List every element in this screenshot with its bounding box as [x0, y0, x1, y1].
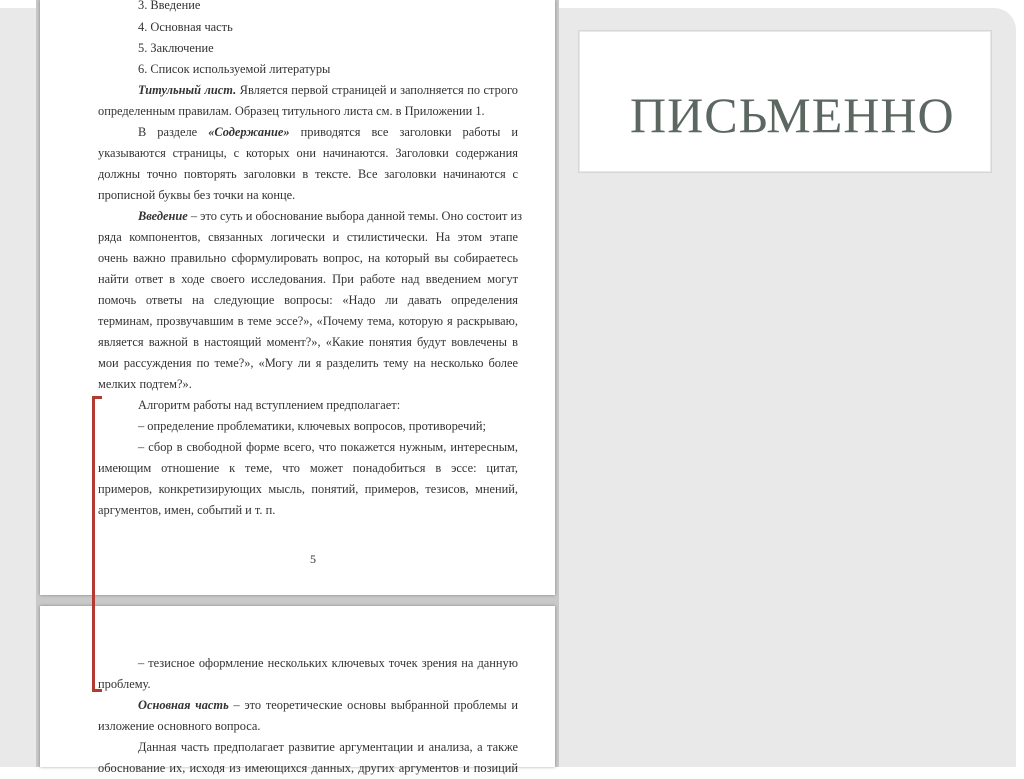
list-item: – сбор в свободной форме всего, что покажется нужным, интересным,	[138, 440, 518, 454]
slide-title: ПИСЬМЕННО	[630, 87, 955, 143]
list-item: – определение проблематики, ключевых вопросов, противоречий;	[138, 419, 486, 433]
page-number: 5	[310, 552, 316, 566]
text-line: имеющим отношение к теме, что может понадобиться в эссе: цитат,	[98, 461, 518, 475]
text-line: должны точно повторять заголовки в тексте. Все заголовки начинаются с	[98, 167, 518, 181]
text-line: проблему.	[98, 677, 151, 691]
text-line: прописной буквы без точки на конце.	[98, 188, 296, 202]
red-bracket-annotation	[92, 396, 102, 692]
paragraph-title-page: Титульный лист. Является первой страницей и заполняется по строго	[138, 83, 518, 97]
text-line: определенным правилам. Образец титульного листа см. в Приложении 1.	[98, 104, 485, 118]
text-line: является важной в настоящий момент?», «Какие понятия будут вовлечены в	[98, 335, 518, 349]
text-line: примеров, конкретизирующих мысль, понятий, примеров, тезисов, мнений,	[98, 482, 518, 496]
toc-item-intro: 3. Введение	[138, 0, 201, 12]
list-item: – тезисное оформление нескольких ключевых точек зрения на данную	[138, 656, 518, 670]
paragraph-introduction: Введение – это суть и обоснование выбора данной темы. Оно состоит из	[138, 209, 523, 223]
text-line: Данная часть предполагает развитие аргументации и анализа, а также	[138, 740, 518, 754]
text-line: изложение основного вопроса.	[98, 719, 261, 733]
text-line: очень важно правильно сформулировать вопрос, на который вы собираетесь	[98, 251, 518, 265]
term-introduction: Введение	[138, 209, 188, 223]
text-line: найти ответ в ходе своего исследования. При работе над введением могут	[98, 272, 518, 286]
text-line: помочь ответы на следующие вопросы: «Надо ли давать определения	[98, 293, 518, 307]
text-line: указываются страницы, с которых они начинаются. Заголовки содержания	[98, 146, 518, 160]
toc-item-literature: 6. Список используемой литературы	[138, 62, 331, 76]
text-line: терминам, прозвучавшим в теме эссе?», «Почему тема, которую я раскрываю,	[98, 314, 518, 328]
text-line: обоснование их, исходя из имеющихся данных, других аргументов и позиций	[98, 761, 518, 775]
text-line: аргументов, имен, событий и т. п.	[98, 503, 276, 517]
text-line: ряда компонентов, связанных логически и стилистически. На этом этапе	[98, 230, 518, 244]
toc-item-conclusion: 5. Заключение	[138, 41, 214, 55]
paragraph-main-part: Основная часть – это теоретические основы выбранной проблемы и	[138, 698, 518, 712]
text-line: мелких подтем?».	[98, 377, 192, 391]
paragraph-contents: В разделе «Содержание» приводятся все заголовки работы и	[138, 125, 518, 139]
algorithm-lead: Алгоритм работы над вступлением предполагает:	[138, 398, 401, 412]
term-title-page: Титульный лист.	[138, 83, 237, 97]
term-contents: «Содержание»	[208, 125, 290, 139]
toc-item-main: 4. Основная часть	[138, 20, 233, 34]
text-line: мои рассуждения по теме?», «Могу ли я разделить тему на несколько более	[98, 356, 518, 370]
term-main-part: Основная часть	[138, 698, 229, 712]
